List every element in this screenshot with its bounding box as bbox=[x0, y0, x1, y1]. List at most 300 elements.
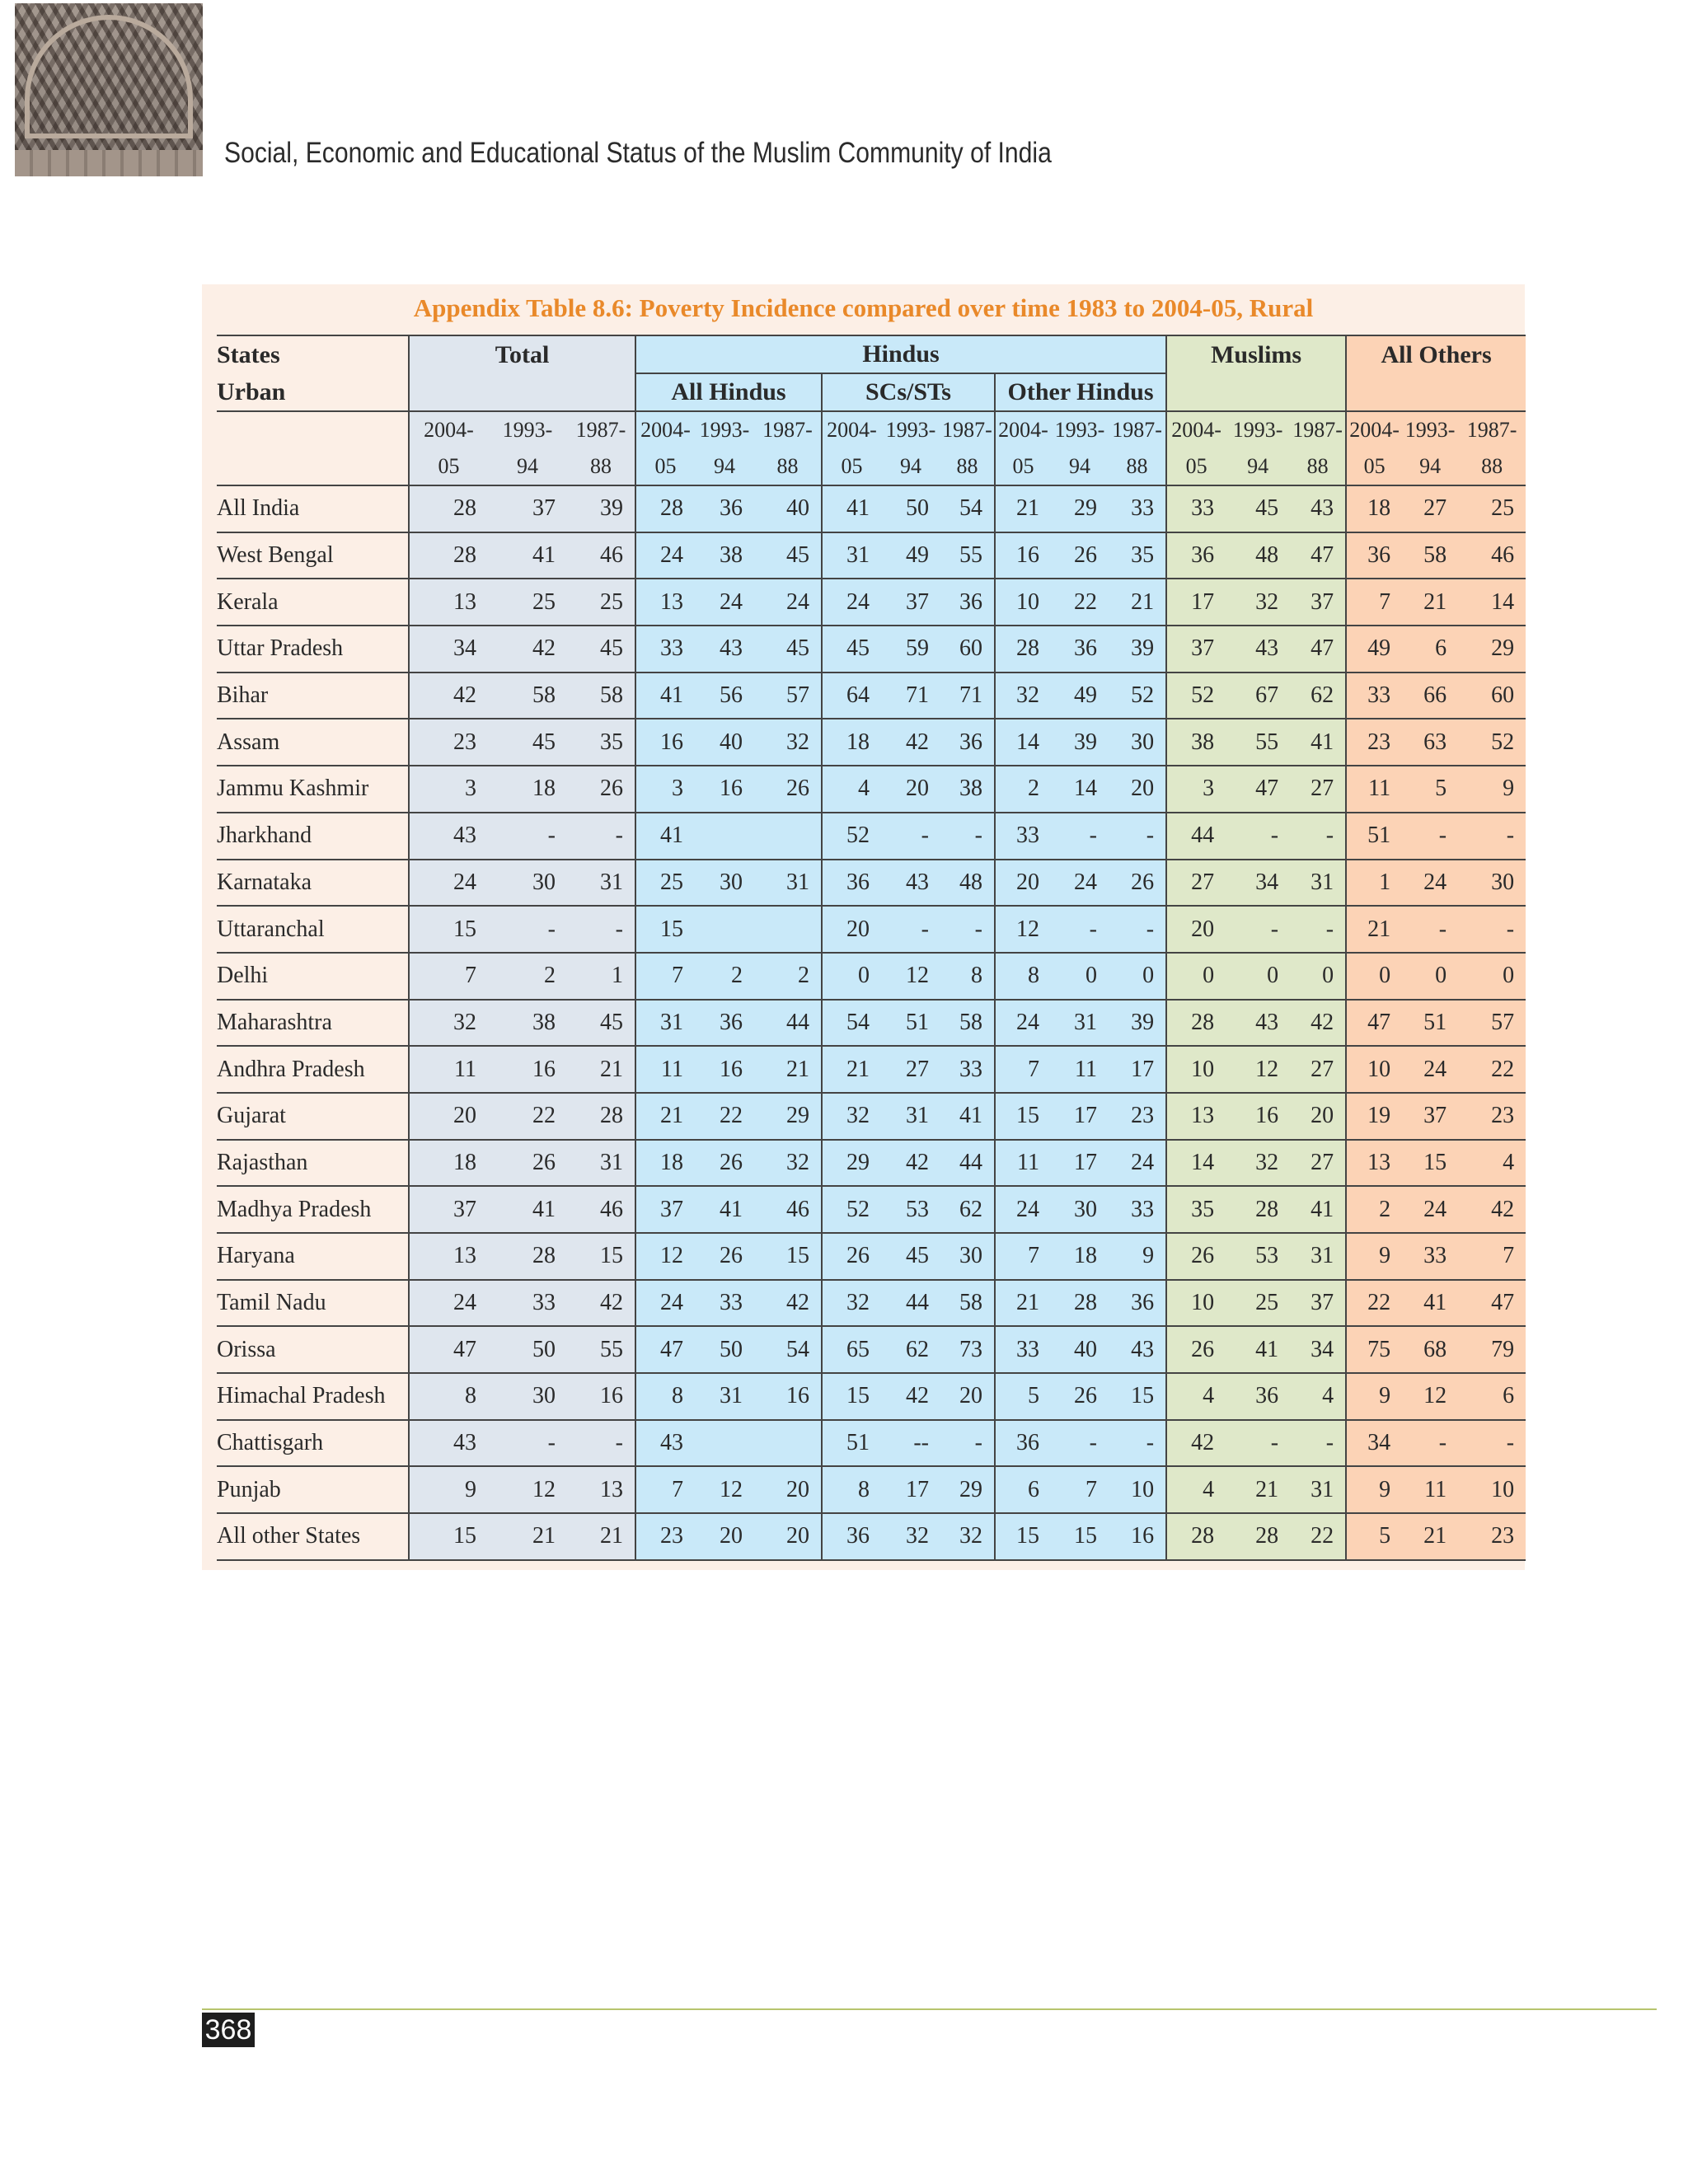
year-label-bottom: 05 bbox=[409, 448, 488, 485]
table-cell: 46 bbox=[1458, 532, 1526, 579]
table-cell: 24 bbox=[754, 579, 822, 626]
table-cell: 60 bbox=[1458, 673, 1526, 719]
table-cell: 27 bbox=[881, 1046, 940, 1093]
table-cell: 7 bbox=[1051, 1466, 1109, 1513]
table-cell: 7 bbox=[1346, 579, 1402, 626]
table-cell: 21 bbox=[488, 1513, 567, 1560]
table-cell: 39 bbox=[1051, 719, 1109, 766]
table-cell: 36 bbox=[940, 719, 995, 766]
group-muslims-header: Muslims bbox=[1166, 335, 1346, 373]
table-cell: 5 bbox=[995, 1373, 1051, 1420]
table-cell: 31 bbox=[754, 860, 822, 907]
table-cell: 26 bbox=[488, 1140, 567, 1187]
table-cell: 33 bbox=[695, 1280, 754, 1327]
table-cell: 54 bbox=[940, 485, 995, 532]
table-cell: 18 bbox=[635, 1140, 695, 1187]
table-cell: 0 bbox=[1458, 953, 1526, 1000]
state-name: Uttar Pradesh bbox=[217, 626, 409, 673]
state-name: Jammu Kashmir bbox=[217, 766, 409, 813]
table-cell: 42 bbox=[1458, 1186, 1526, 1233]
table-cell: 30 bbox=[940, 1233, 995, 1280]
table-cell: 34 bbox=[1226, 860, 1290, 907]
table-cell: 44 bbox=[940, 1140, 995, 1187]
state-name: Haryana bbox=[217, 1233, 409, 1280]
table-cell: 22 bbox=[1346, 1280, 1402, 1327]
table-cell: 42 bbox=[881, 1373, 940, 1420]
table-cell: 37 bbox=[635, 1186, 695, 1233]
table-cell: - bbox=[488, 1420, 567, 1467]
table-cell: 8 bbox=[409, 1373, 488, 1420]
year-label-bottom: 94 bbox=[1051, 448, 1109, 485]
table-cell: 6 bbox=[1402, 626, 1458, 673]
table-cell: 20 bbox=[1109, 766, 1166, 813]
table-cell: 53 bbox=[1226, 1233, 1290, 1280]
table-cell: 24 bbox=[995, 1186, 1051, 1233]
table-cell: 28 bbox=[1051, 1280, 1109, 1327]
sub-all-hindus-header: All Hindus bbox=[635, 373, 822, 411]
state-name: West Bengal bbox=[217, 532, 409, 579]
table-cell: 42 bbox=[881, 1140, 940, 1187]
table-cell: 14 bbox=[995, 719, 1051, 766]
table-cell: 42 bbox=[409, 673, 488, 719]
table-cell: 21 bbox=[1402, 1513, 1458, 1560]
table-cell: - bbox=[1290, 1420, 1346, 1467]
table-cell: 71 bbox=[881, 673, 940, 719]
table-cell: 52 bbox=[1109, 673, 1166, 719]
table-cell: 49 bbox=[881, 532, 940, 579]
table-cell: 18 bbox=[409, 1140, 488, 1187]
table-cell: 31 bbox=[1290, 860, 1346, 907]
year-label-top: 1993- bbox=[1402, 411, 1458, 448]
table-cell: 48 bbox=[1226, 532, 1290, 579]
state-name: Punjab bbox=[217, 1466, 409, 1513]
year-label-top: 1987- bbox=[754, 411, 822, 448]
table-cell: 65 bbox=[822, 1326, 881, 1373]
state-name: Bihar bbox=[217, 673, 409, 719]
table-cell bbox=[754, 906, 822, 953]
table-cell: 40 bbox=[695, 719, 754, 766]
table-cell bbox=[695, 813, 754, 860]
table-cell: 24 bbox=[635, 1280, 695, 1327]
table-cell: 28 bbox=[635, 485, 695, 532]
table-cell: 28 bbox=[409, 485, 488, 532]
table-cell: 24 bbox=[635, 532, 695, 579]
year-label-bottom: 88 bbox=[1290, 448, 1346, 485]
table-row bbox=[217, 1046, 1526, 1093]
table-cell: 42 bbox=[754, 1280, 822, 1327]
year-label-bottom: 94 bbox=[881, 448, 940, 485]
table-row bbox=[217, 766, 1526, 813]
table-row bbox=[217, 1466, 1526, 1513]
year-label-top: 1993- bbox=[695, 411, 754, 448]
table-cell: 45 bbox=[754, 626, 822, 673]
total-subheader-blank bbox=[409, 373, 635, 411]
table-cell: 41 bbox=[635, 813, 695, 860]
table-cell: 29 bbox=[940, 1466, 995, 1513]
state-name: Karnataka bbox=[217, 860, 409, 907]
table-cell: 0 bbox=[1109, 953, 1166, 1000]
table-cell: 50 bbox=[695, 1326, 754, 1373]
table-cell: 9 bbox=[1346, 1466, 1402, 1513]
table-cell: 58 bbox=[1402, 532, 1458, 579]
table-cell: 54 bbox=[754, 1326, 822, 1373]
table-cell: 37 bbox=[881, 579, 940, 626]
table-cell: 21 bbox=[1226, 1466, 1290, 1513]
table-cell: 10 bbox=[1166, 1280, 1226, 1327]
table-cell: 52 bbox=[822, 1186, 881, 1233]
table-cell: 21 bbox=[822, 1046, 881, 1093]
table-cell: 7 bbox=[409, 953, 488, 1000]
table-cell: 39 bbox=[1109, 1000, 1166, 1047]
table-cell: 33 bbox=[635, 626, 695, 673]
table-cell: 43 bbox=[409, 813, 488, 860]
table-cell: 31 bbox=[822, 532, 881, 579]
table-cell: 36 bbox=[1346, 532, 1402, 579]
table-cell: 68 bbox=[1402, 1326, 1458, 1373]
table-cell: 32 bbox=[409, 1000, 488, 1047]
table-cell: 11 bbox=[635, 1046, 695, 1093]
table-cell: 18 bbox=[822, 719, 881, 766]
year-label-bottom: 94 bbox=[1226, 448, 1290, 485]
table-cell: 13 bbox=[1166, 1093, 1226, 1140]
table-cell bbox=[695, 1420, 754, 1467]
table-cell: 15 bbox=[822, 1373, 881, 1420]
table-cell: 26 bbox=[1166, 1326, 1226, 1373]
table-cell: 28 bbox=[567, 1093, 635, 1140]
table-cell: 43 bbox=[1109, 1326, 1166, 1373]
table-cell: 41 bbox=[635, 673, 695, 719]
table-row bbox=[217, 813, 1526, 860]
table-cell: 26 bbox=[1051, 1373, 1109, 1420]
table-cell: 20 bbox=[754, 1513, 822, 1560]
table-cell: 30 bbox=[488, 860, 567, 907]
table-cell: 27 bbox=[1402, 485, 1458, 532]
table-cell: 45 bbox=[567, 626, 635, 673]
table-cell: 33 bbox=[940, 1046, 995, 1093]
table-cell: 44 bbox=[1166, 813, 1226, 860]
header-image-base bbox=[15, 150, 203, 176]
table-cell: 28 bbox=[1166, 1000, 1226, 1047]
table-cell: 12 bbox=[488, 1466, 567, 1513]
table-cell: 11 bbox=[1346, 766, 1402, 813]
table-cell: 33 bbox=[1346, 673, 1402, 719]
table-cell: 63 bbox=[1402, 719, 1458, 766]
state-name: Orissa bbox=[217, 1326, 409, 1373]
table-cell: 58 bbox=[567, 673, 635, 719]
table-cell: - bbox=[488, 813, 567, 860]
table-cell: 33 bbox=[995, 1326, 1051, 1373]
table-cell: 41 bbox=[1402, 1280, 1458, 1327]
table-cell: 47 bbox=[1346, 1000, 1402, 1047]
table-cell: 75 bbox=[1346, 1326, 1402, 1373]
table-cell: 8 bbox=[635, 1373, 695, 1420]
table-cell: 55 bbox=[567, 1326, 635, 1373]
table-row bbox=[217, 579, 1526, 626]
table-cell: 43 bbox=[1290, 485, 1346, 532]
state-name: Maharashtra bbox=[217, 1000, 409, 1047]
states-header: States bbox=[217, 335, 409, 373]
table-cell: 41 bbox=[1290, 719, 1346, 766]
table-cell: 41 bbox=[695, 1186, 754, 1233]
table-cell: 26 bbox=[1109, 860, 1166, 907]
table-cell: 3 bbox=[409, 766, 488, 813]
table-cell: 0 bbox=[1346, 953, 1402, 1000]
table-cell: 57 bbox=[754, 673, 822, 719]
table-row bbox=[217, 532, 1526, 579]
table-cell: 20 bbox=[695, 1513, 754, 1560]
year-label-top: 1987- bbox=[940, 411, 995, 448]
group-all-others-header: All Others bbox=[1346, 335, 1526, 373]
table-row bbox=[217, 1513, 1526, 1560]
table-cell: 12 bbox=[881, 953, 940, 1000]
table-cell: 46 bbox=[567, 532, 635, 579]
poverty-table bbox=[217, 335, 1526, 1561]
state-name: Gujarat bbox=[217, 1093, 409, 1140]
table-cell: 45 bbox=[822, 626, 881, 673]
table-cell: 7 bbox=[635, 1466, 695, 1513]
year-label-bottom: 05 bbox=[635, 448, 695, 485]
table-cell: 4 bbox=[822, 766, 881, 813]
footer-rule bbox=[202, 2008, 1657, 2010]
table-cell: 24 bbox=[1109, 1140, 1166, 1187]
table-cell: 21 bbox=[1109, 579, 1166, 626]
table-cell: 43 bbox=[635, 1420, 695, 1467]
table-cell: -- bbox=[881, 1420, 940, 1467]
table-cell: 52 bbox=[1166, 673, 1226, 719]
table-cell: 32 bbox=[995, 673, 1051, 719]
state-name: Chattisgarh bbox=[217, 1420, 409, 1467]
table-cell: 43 bbox=[881, 860, 940, 907]
table-cell: - bbox=[1051, 1420, 1109, 1467]
table-cell: 58 bbox=[488, 673, 567, 719]
table-cell: 28 bbox=[409, 532, 488, 579]
table-cell: 56 bbox=[695, 673, 754, 719]
table-cell bbox=[754, 813, 822, 860]
table-cell: 26 bbox=[695, 1233, 754, 1280]
table-cell: 31 bbox=[695, 1373, 754, 1420]
table-cell: 20 bbox=[822, 906, 881, 953]
table-cell: 25 bbox=[567, 579, 635, 626]
table-cell: 24 bbox=[409, 860, 488, 907]
table-cell: 32 bbox=[1226, 1140, 1290, 1187]
table-cell: 35 bbox=[1109, 532, 1166, 579]
year-label-bottom: 88 bbox=[754, 448, 822, 485]
table-cell: - bbox=[881, 906, 940, 953]
year-label-bottom: 88 bbox=[940, 448, 995, 485]
table-cell: 47 bbox=[635, 1326, 695, 1373]
sub-other-hindus-header: Other Hindus bbox=[995, 373, 1166, 411]
table-cell: 28 bbox=[995, 626, 1051, 673]
table-cell: 0 bbox=[1226, 953, 1290, 1000]
table-cell: 60 bbox=[940, 626, 995, 673]
table-cell: 4 bbox=[1458, 1140, 1526, 1187]
running-header-title: Social, Economic and Educational Status of the Muslim Community of India bbox=[224, 137, 1052, 169]
table-cell: 19 bbox=[1346, 1093, 1402, 1140]
table-cell: 23 bbox=[409, 719, 488, 766]
table-cell: 3 bbox=[1166, 766, 1226, 813]
table-cell: 36 bbox=[1226, 1373, 1290, 1420]
table-cell: 55 bbox=[940, 532, 995, 579]
table-row bbox=[217, 1373, 1526, 1420]
table-cell: 18 bbox=[1346, 485, 1402, 532]
table-cell: 22 bbox=[695, 1093, 754, 1140]
table-cell: - bbox=[1290, 813, 1346, 860]
table-row bbox=[217, 626, 1526, 673]
table-cell: 33 bbox=[1109, 1186, 1166, 1233]
table-cell: 37 bbox=[1290, 1280, 1346, 1327]
table-cell: 20 bbox=[995, 860, 1051, 907]
table-cell: 3 bbox=[635, 766, 695, 813]
table-cell: 33 bbox=[488, 1280, 567, 1327]
table-cell: 32 bbox=[1226, 579, 1290, 626]
table-row bbox=[217, 1326, 1526, 1373]
table-cell: 16 bbox=[1226, 1093, 1290, 1140]
table-cell: 22 bbox=[488, 1093, 567, 1140]
table-cell: 26 bbox=[754, 766, 822, 813]
table-cell: - bbox=[1109, 906, 1166, 953]
table-cell: 0 bbox=[1290, 953, 1346, 1000]
table-cell: 12 bbox=[1402, 1373, 1458, 1420]
table-cell: 2 bbox=[995, 766, 1051, 813]
table-cell: 29 bbox=[1051, 485, 1109, 532]
table-cell: 33 bbox=[995, 813, 1051, 860]
table-cell: 21 bbox=[1402, 579, 1458, 626]
table-cell: 15 bbox=[1109, 1373, 1166, 1420]
table-cell: 37 bbox=[1166, 626, 1226, 673]
table-row bbox=[217, 1233, 1526, 1280]
table-cell: 13 bbox=[635, 579, 695, 626]
state-name: All India bbox=[217, 485, 409, 532]
table-cell: 14 bbox=[1458, 579, 1526, 626]
table-cell: 26 bbox=[822, 1233, 881, 1280]
table-cell: 49 bbox=[1051, 673, 1109, 719]
table-cell: 11 bbox=[1402, 1466, 1458, 1513]
table-cell: 6 bbox=[995, 1466, 1051, 1513]
table-cell: 28 bbox=[1226, 1513, 1290, 1560]
table-cell: 58 bbox=[940, 1280, 995, 1327]
table-cell: 15 bbox=[409, 1513, 488, 1560]
table-cell: 12 bbox=[995, 906, 1051, 953]
table-cell: 58 bbox=[940, 1000, 995, 1047]
table-cell: 13 bbox=[409, 579, 488, 626]
table-cell: 24 bbox=[695, 579, 754, 626]
table-cell: 10 bbox=[1109, 1466, 1166, 1513]
table-cell: 23 bbox=[1346, 719, 1402, 766]
table-cell: 14 bbox=[1051, 766, 1109, 813]
table-cell: 45 bbox=[754, 532, 822, 579]
table-cell: 24 bbox=[995, 1000, 1051, 1047]
table-cell bbox=[754, 1420, 822, 1467]
table-cell: 18 bbox=[1051, 1233, 1109, 1280]
table-cell: 8 bbox=[940, 953, 995, 1000]
table-cell bbox=[695, 906, 754, 953]
table-cell: 27 bbox=[1290, 766, 1346, 813]
table-cell: 30 bbox=[1051, 1186, 1109, 1233]
table-cell: 37 bbox=[1402, 1093, 1458, 1140]
table-cell: 41 bbox=[940, 1093, 995, 1140]
table-cell: 20 bbox=[1166, 906, 1226, 953]
year-label-bottom: 05 bbox=[1346, 448, 1402, 485]
table-cell: 4 bbox=[1290, 1373, 1346, 1420]
table-cell: 21 bbox=[995, 1280, 1051, 1327]
state-name: Assam bbox=[217, 719, 409, 766]
table-cell: 31 bbox=[567, 1140, 635, 1187]
table-cell: 30 bbox=[1458, 860, 1526, 907]
table-cell: 47 bbox=[1290, 626, 1346, 673]
table-cell: 31 bbox=[1290, 1233, 1346, 1280]
table-cell: - bbox=[1458, 813, 1526, 860]
table-cell: 20 bbox=[754, 1466, 822, 1513]
table-cell: 36 bbox=[995, 1420, 1051, 1467]
table-cell: 25 bbox=[635, 860, 695, 907]
table-cell: 15 bbox=[995, 1513, 1051, 1560]
table-cell: 33 bbox=[1166, 485, 1226, 532]
year-label-top: 1987- bbox=[1109, 411, 1166, 448]
table-cell: 6 bbox=[1458, 1373, 1526, 1420]
table-cell: 21 bbox=[995, 485, 1051, 532]
table-cell: 38 bbox=[940, 766, 995, 813]
year-label-bottom: 94 bbox=[488, 448, 567, 485]
table-cell: - bbox=[567, 813, 635, 860]
table-row bbox=[217, 1186, 1526, 1233]
year-label-bottom: 05 bbox=[1166, 448, 1226, 485]
year-label-bottom: 94 bbox=[1402, 448, 1458, 485]
table-cell: 4 bbox=[1166, 1373, 1226, 1420]
table-cell: 37 bbox=[1290, 579, 1346, 626]
table-cell: 35 bbox=[567, 719, 635, 766]
table-cell: 41 bbox=[1290, 1186, 1346, 1233]
table-cell: 47 bbox=[1226, 766, 1290, 813]
table-cell: 30 bbox=[695, 860, 754, 907]
table-cell: 42 bbox=[567, 1280, 635, 1327]
table-row bbox=[217, 719, 1526, 766]
state-name: Kerala bbox=[217, 579, 409, 626]
table-cell: 5 bbox=[1346, 1513, 1402, 1560]
table-cell: 67 bbox=[1226, 673, 1290, 719]
table-cell: 21 bbox=[754, 1046, 822, 1093]
table-cell: 10 bbox=[1166, 1046, 1226, 1093]
table-row bbox=[217, 1093, 1526, 1140]
year-label-top: 2004- bbox=[995, 411, 1051, 448]
table-cell: 41 bbox=[822, 485, 881, 532]
table-cell: 31 bbox=[1290, 1466, 1346, 1513]
table-cell: 15 bbox=[409, 906, 488, 953]
table-cell: 9 bbox=[1346, 1233, 1402, 1280]
table-cell: 2 bbox=[695, 953, 754, 1000]
table-cell: 43 bbox=[409, 1420, 488, 1467]
table-cell: 30 bbox=[488, 1373, 567, 1420]
table-cell: 49 bbox=[1346, 626, 1402, 673]
muslims-subheader-blank bbox=[1166, 373, 1346, 411]
table-cell: 47 bbox=[1458, 1280, 1526, 1327]
table-cell: 79 bbox=[1458, 1326, 1526, 1373]
table-cell: 47 bbox=[1290, 532, 1346, 579]
table-row bbox=[217, 1420, 1526, 1467]
table-cell: - bbox=[1226, 813, 1290, 860]
group-hindus-header: Hindus bbox=[635, 335, 1166, 373]
table-cell: - bbox=[881, 813, 940, 860]
sub-scs-sts-header: SCs/STs bbox=[822, 373, 995, 411]
table-cell: 18 bbox=[488, 766, 567, 813]
table-cell: - bbox=[940, 906, 995, 953]
table-cell: 25 bbox=[1226, 1280, 1290, 1327]
table-cell: 15 bbox=[1402, 1140, 1458, 1187]
table-cell: 36 bbox=[940, 579, 995, 626]
table-cell: 34 bbox=[1346, 1420, 1402, 1467]
table-cell: 48 bbox=[940, 860, 995, 907]
table-cell: 24 bbox=[1402, 860, 1458, 907]
table-cell: 43 bbox=[695, 626, 754, 673]
